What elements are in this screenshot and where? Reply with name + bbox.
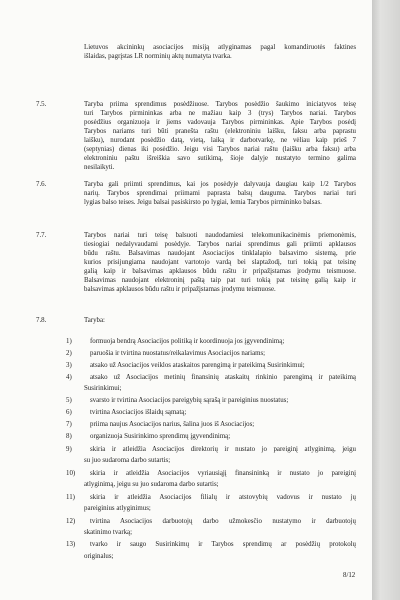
- section-line: Tarybos nariai turi teisę balsuoti naudodamiesi telekomunikacinėmis priemonėmis,: [84, 232, 356, 239]
- section-line: būdu raštu. Balsavimas naudojant Asociacijos tinklalapio balsavimo sistemą, prie: [84, 250, 356, 257]
- list-item-number: 5): [66, 397, 72, 404]
- list-item-number: 7): [66, 421, 72, 428]
- list-item-line: originalus;: [84, 553, 114, 560]
- section-line: posėdžius organizuoja ir jiems vadovauja Tarybos pirmininkas. Apie Tarybos posėdį: [84, 119, 356, 126]
- list-item-line: skiria ir atleidžia Asociacijos vyriausiąjį finansininką ir nustato jo pareiginį: [90, 470, 356, 477]
- list-item-line: atsako už Asociacijos veiklos ataskaitos parengimą ir pateikimą Susirinkimui;: [90, 362, 305, 369]
- list-item-number: 4): [66, 374, 72, 381]
- list-item-line: su juo sudaroma darbo sutartis;: [84, 457, 171, 464]
- list-item-number: 11): [66, 494, 75, 501]
- list-item-number: 3): [66, 362, 72, 369]
- section-line: narių. Tarybos sprendimai priimami paprasta balsų dauguma. Tarybos nariai turi: [84, 190, 356, 197]
- section-line: lygias balso teises. Jeigu balsai pasiskirsto po lygiai, lemia Tarybos pirmininko balsas.: [84, 199, 322, 206]
- section-number: 7.5.: [36, 101, 47, 108]
- list-item-line: skiria ir atleidžia Asociacijos filialų ir atstovybių vadovus ir nustato jų: [90, 494, 356, 501]
- list-item-number: 10): [66, 470, 76, 477]
- list-item-line: skatinimo tvarką;: [84, 529, 133, 536]
- section-line: elektroniniu paštu išreiškia savo sutikimą, šioje dalyje nustatyto termino galima: [84, 155, 356, 162]
- page-number: 8/12: [343, 572, 356, 579]
- section-line: galią kaip ir balsavimas apklausos būdu raštu ir pripažįstamas įrodymu teismuose.: [84, 268, 356, 275]
- intro-line: išlaidas, pagrįstas LR norminių aktų numatyta tvarka.: [84, 53, 232, 60]
- section-line: kurios prisijungiama naudojant vartotojo vardą bei slaptažodį, turi tokią pat teisinę: [84, 259, 356, 266]
- list-item-line: atlyginimą, jeigu su juo sudaroma darbo sutartis;: [84, 481, 219, 488]
- list-item-number: 12): [66, 518, 76, 525]
- list-item-line: pareiginius atlyginimus;: [84, 505, 151, 512]
- list-item-line: formuoja bendrą Asociacijos politiką ir koordinuoja jos įgyvendinimą;: [90, 338, 285, 345]
- section-heading: Taryba:: [84, 317, 105, 324]
- list-item-line: paruošia ir tvirtina nuostatus/reikalavimus Asociacijos nariams;: [90, 350, 266, 357]
- section-number: 7.8.: [36, 317, 47, 324]
- section-line: balsavimas apklausos būdu raštu ir pripažįstamas įrodymu teismuose.: [84, 286, 276, 293]
- list-item-number: 9): [66, 446, 72, 453]
- section-line: laišku), nurodant posėdžio datą, vietą, laiką ir darbotvarkę, ne vėliau kaip prieš 7: [84, 137, 356, 144]
- list-item-line: tvirtina Asociacijos išlaidų sąmatą;: [90, 409, 187, 416]
- list-item-number: 2): [66, 350, 72, 357]
- list-item-number: 6): [66, 409, 72, 416]
- page-edge-shadow: [372, 0, 400, 600]
- section-number: 7.6.: [36, 181, 47, 188]
- section-line: Balsavimas naudojant elektroninį paštą taip pat turi tokią pat teisinę galią kaip ir: [84, 277, 356, 284]
- list-item-line: organizuoja Susirinkimo sprendimų įgyvendinimą;: [90, 433, 231, 440]
- section-line: (septynias) dienas iki posėdžio. Jeigu visi Tarybos nariai raštu (laišku arba faksu) arba: [84, 146, 356, 153]
- list-item-line: Susirinkimui;: [84, 385, 122, 392]
- intro-line: Lietuvos akcininkų asociacijos misiją atlyginamas pagal komandiruotės faktines: [84, 44, 356, 51]
- list-item-line: tvarko ir saugo Susirinkimų ir Tarybos sprendimų ar posėdžių protokolų: [90, 541, 356, 548]
- section-line: Taryba gali priimti sprendimus, kai jos posėdyje dalyvauja daugiau kaip 1/2 Tarybos: [84, 181, 356, 188]
- section-line: Tarybos nariams turi būti pranešta raštu (elektroniniu laišku, faksu arba paprastu: [84, 128, 356, 135]
- list-item-line: svarsto ir tvirtina Asociacijos pareigybių sąrašą ir pareiginius nuostatus;: [90, 397, 289, 404]
- list-item-line: tvirtina Asociacijos darbuotojų darbo užmokesčio nustatymo ir darbuotojų: [90, 518, 356, 525]
- section-line: nesilaikyti.: [84, 164, 115, 171]
- list-item-line: priima naujus Asociacijos narius, šalina juos iš Asociacijos;: [90, 421, 255, 428]
- section-line: Taryba priima sprendimus posėdžiuose. Tarybos posėdžio šaukimo iniciatyvos teisę: [84, 101, 356, 108]
- section-number: 7.7.: [36, 232, 47, 239]
- section-line: tiesiogiai nedalyvaudami posėdyje. Tarybos nariai sprendimus gali priimti apklausos: [84, 241, 356, 248]
- list-item-number: 1): [66, 338, 72, 345]
- list-item-number: 13): [66, 541, 76, 548]
- section-line: turi Tarybos pirmininkas arba ne mažiau kaip 3 (trys) Tarybos nariai. Tarybos: [84, 110, 356, 117]
- list-item-number: 8): [66, 433, 72, 440]
- list-item-line: skiria ir atleidžia Asociacijos direktorių ir nustato jo pareiginį atlyginimą, jeigu: [90, 446, 356, 453]
- list-item-line: atsako už Asociacijos metinių finansinių ataskaitų rinkinio parengimą ir pateikimą: [90, 374, 356, 381]
